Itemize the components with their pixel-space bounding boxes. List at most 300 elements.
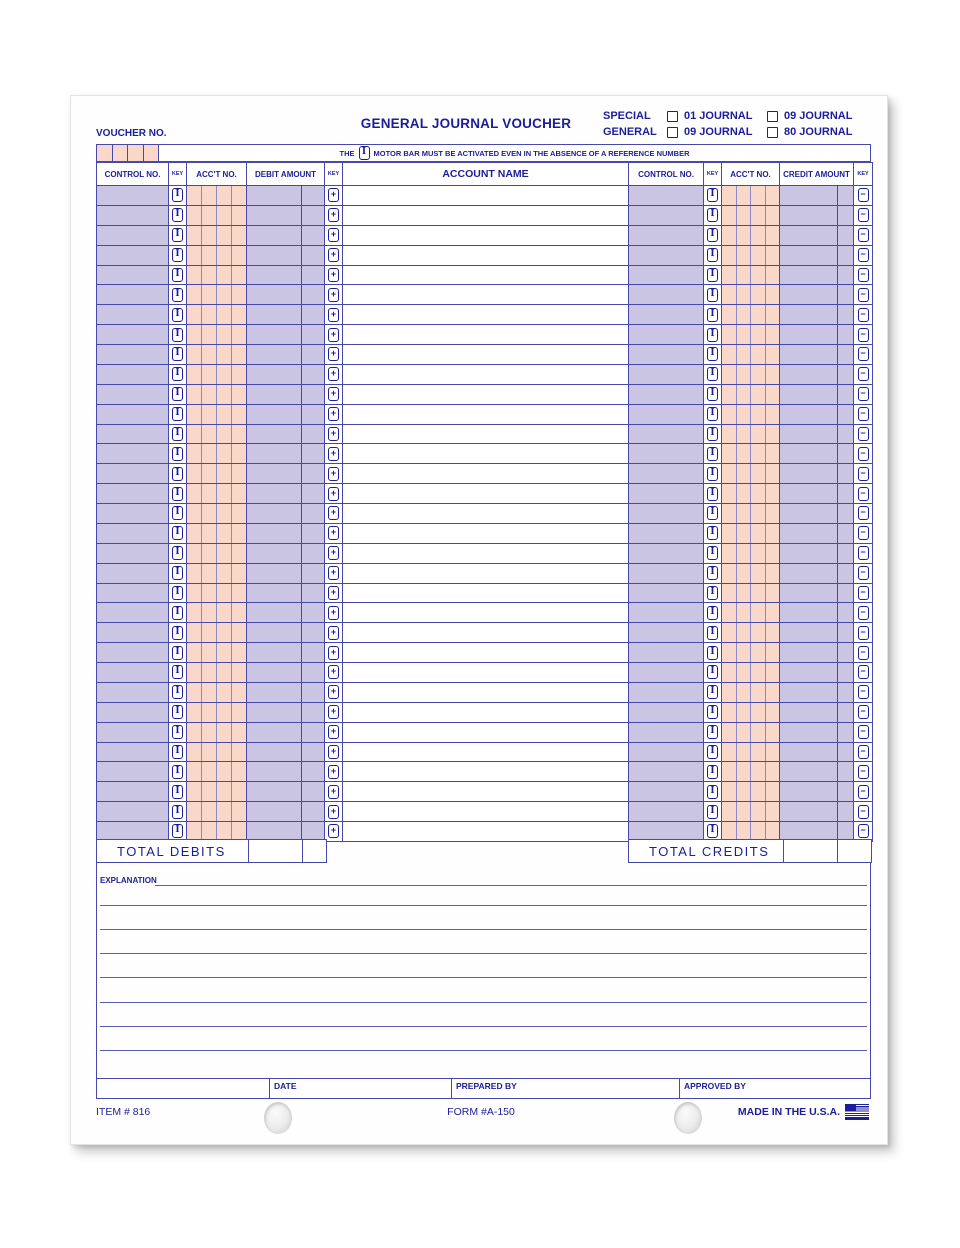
debit-amount-cell-cents[interactable] — [302, 584, 324, 603]
credit-amount-cell-cents[interactable] — [838, 762, 853, 781]
credit-amount-cell-dollars[interactable] — [780, 544, 838, 563]
voucher-no-cell[interactable] — [128, 145, 144, 161]
acct-no-credit-cell[interactable] — [722, 425, 780, 444]
acct-no-credit-cell-digit[interactable] — [751, 266, 766, 285]
acct-no-debit-cell-digit[interactable] — [187, 285, 202, 304]
credit-amount-cell[interactable] — [780, 762, 854, 781]
acct-no-credit-cell[interactable] — [722, 623, 780, 642]
acct-no-credit-cell-digit[interactable] — [737, 444, 752, 463]
acct-no-debit-cell-digit[interactable] — [202, 444, 217, 463]
credit-amount-cell[interactable] — [780, 226, 854, 245]
acct-no-credit-cell-digit[interactable] — [766, 405, 780, 424]
control-no-debit-cell[interactable] — [97, 524, 169, 543]
account-name-cell[interactable] — [343, 305, 629, 324]
acct-no-debit-cell[interactable] — [187, 683, 247, 702]
acct-no-debit-cell-digit[interactable] — [202, 464, 217, 483]
acct-no-debit-cell[interactable] — [187, 385, 247, 404]
acct-no-credit-cell-digit[interactable] — [722, 405, 737, 424]
acct-no-credit-cell[interactable] — [722, 703, 780, 722]
debit-amount-cell-cents[interactable] — [302, 524, 324, 543]
acct-no-credit-cell[interactable] — [722, 643, 780, 662]
control-no-debit-cell[interactable] — [97, 564, 169, 583]
acct-no-debit-cell-digit[interactable] — [217, 743, 232, 762]
debit-amount-cell-cents[interactable] — [302, 425, 324, 444]
credit-amount-cell-cents[interactable] — [838, 564, 853, 583]
debit-amount-cell-dollars[interactable] — [247, 484, 302, 503]
acct-no-debit-cell-digit[interactable] — [187, 405, 202, 424]
control-no-credit-cell[interactable] — [629, 266, 704, 285]
credit-amount-cell[interactable] — [780, 743, 854, 762]
control-no-credit-cell[interactable] — [629, 285, 704, 304]
acct-no-credit-cell-digit[interactable] — [766, 544, 780, 563]
control-no-debit-cell[interactable] — [97, 603, 169, 622]
acct-no-debit-cell-digit[interactable] — [232, 723, 246, 742]
acct-no-debit-cell[interactable] — [187, 524, 247, 543]
debit-amount-cell-dollars[interactable] — [247, 544, 302, 563]
acct-no-credit-cell-digit[interactable] — [766, 385, 780, 404]
credit-amount-cell[interactable] — [780, 425, 854, 444]
acct-no-credit-cell-digit[interactable] — [766, 246, 780, 265]
acct-no-debit-cell-digit[interactable] — [202, 325, 217, 344]
acct-no-credit-cell-digit[interactable] — [737, 663, 752, 682]
acct-no-credit-cell[interactable] — [722, 504, 780, 523]
control-no-credit-cell[interactable] — [629, 802, 704, 821]
control-no-debit-cell[interactable] — [97, 484, 169, 503]
acct-no-credit-cell-digit[interactable] — [751, 564, 766, 583]
debit-amount-cell[interactable] — [247, 484, 325, 503]
acct-no-debit-cell-digit[interactable] — [202, 206, 217, 225]
control-no-debit-cell[interactable] — [97, 623, 169, 642]
acct-no-credit-cell[interactable] — [722, 584, 780, 603]
credit-amount-cell-cents[interactable] — [838, 365, 853, 384]
acct-no-debit-cell-digit[interactable] — [217, 464, 232, 483]
acct-no-credit-cell[interactable] — [722, 762, 780, 781]
acct-no-debit-cell-digit[interactable] — [217, 723, 232, 742]
acct-no-debit-cell-digit[interactable] — [202, 345, 217, 364]
credit-amount-cell[interactable] — [780, 385, 854, 404]
acct-no-credit-cell-digit[interactable] — [722, 325, 737, 344]
acct-no-debit-cell-digit[interactable] — [187, 723, 202, 742]
credit-amount-cell-cents[interactable] — [838, 603, 853, 622]
debit-amount-cell-dollars[interactable] — [247, 186, 302, 205]
acct-no-credit-cell-digit[interactable] — [766, 206, 780, 225]
debit-amount-cell-dollars[interactable] — [247, 246, 302, 265]
acct-no-debit-cell-digit[interactable] — [202, 226, 217, 245]
acct-no-credit-cell[interactable] — [722, 206, 780, 225]
acct-no-credit-cell-digit[interactable] — [722, 206, 737, 225]
credit-amount-cell-dollars[interactable] — [780, 623, 838, 642]
credit-amount-cell[interactable] — [780, 544, 854, 563]
credit-amount-cell-dollars[interactable] — [780, 802, 838, 821]
acct-no-debit-cell-digit[interactable] — [232, 186, 246, 205]
acct-no-debit-cell[interactable] — [187, 584, 247, 603]
debit-amount-cell[interactable] — [247, 305, 325, 324]
checkbox-01-journal[interactable] — [667, 111, 678, 122]
acct-no-credit-cell-digit[interactable] — [751, 405, 766, 424]
debit-amount-cell-dollars[interactable] — [247, 345, 302, 364]
credit-amount-cell-cents[interactable] — [838, 623, 853, 642]
credit-amount-cell-cents[interactable] — [838, 723, 853, 742]
credit-amount-cell-cents[interactable] — [838, 524, 853, 543]
acct-no-credit-cell-digit[interactable] — [766, 683, 780, 702]
debit-amount-cell-dollars[interactable] — [247, 305, 302, 324]
credit-amount-cell[interactable] — [780, 186, 854, 205]
acct-no-debit-cell[interactable] — [187, 703, 247, 722]
acct-no-credit-cell-digit[interactable] — [737, 285, 752, 304]
credit-amount-cell-cents[interactable] — [838, 504, 853, 523]
control-no-credit-cell[interactable] — [629, 762, 704, 781]
debit-amount-cell-cents[interactable] — [302, 703, 324, 722]
debit-amount-cell-dollars[interactable] — [247, 623, 302, 642]
acct-no-credit-cell-digit[interactable] — [737, 723, 752, 742]
acct-no-credit-cell[interactable] — [722, 743, 780, 762]
control-no-credit-cell[interactable] — [629, 623, 704, 642]
checkbox-09-journal-general[interactable] — [667, 127, 678, 138]
control-no-credit-cell[interactable] — [629, 385, 704, 404]
total-credits-cents-cell[interactable] — [838, 840, 871, 862]
account-name-cell[interactable] — [343, 782, 629, 801]
acct-no-credit-cell-digit[interactable] — [737, 464, 752, 483]
debit-amount-cell-cents[interactable] — [302, 623, 324, 642]
control-no-debit-cell[interactable] — [97, 405, 169, 424]
acct-no-credit-cell[interactable] — [722, 683, 780, 702]
acct-no-debit-cell-digit[interactable] — [187, 186, 202, 205]
acct-no-debit-cell-digit[interactable] — [232, 246, 246, 265]
acct-no-debit-cell-digit[interactable] — [187, 603, 202, 622]
debit-amount-cell[interactable] — [247, 524, 325, 543]
acct-no-debit-cell-digit[interactable] — [232, 385, 246, 404]
acct-no-credit-cell-digit[interactable] — [751, 643, 766, 662]
control-no-debit-cell[interactable] — [97, 464, 169, 483]
acct-no-debit-cell-digit[interactable] — [202, 484, 217, 503]
debit-amount-cell[interactable] — [247, 703, 325, 722]
acct-no-credit-cell[interactable] — [722, 802, 780, 821]
credit-amount-cell[interactable] — [780, 802, 854, 821]
acct-no-credit-cell-digit[interactable] — [722, 544, 737, 563]
debit-amount-cell[interactable] — [247, 683, 325, 702]
acct-no-debit-cell-digit[interactable] — [232, 484, 246, 503]
acct-no-debit-cell-digit[interactable] — [217, 226, 232, 245]
acct-no-debit-cell-digit[interactable] — [232, 564, 246, 583]
acct-no-credit-cell[interactable] — [722, 266, 780, 285]
acct-no-debit-cell-digit[interactable] — [202, 524, 217, 543]
voucher-no-cell[interactable] — [144, 145, 160, 161]
acct-no-credit-cell-digit[interactable] — [722, 186, 737, 205]
debit-amount-cell-cents[interactable] — [302, 544, 324, 563]
debit-amount-cell-cents[interactable] — [302, 603, 324, 622]
credit-amount-cell-cents[interactable] — [838, 345, 853, 364]
acct-no-debit-cell-digit[interactable] — [232, 743, 246, 762]
acct-no-credit-cell-digit[interactable] — [766, 743, 780, 762]
acct-no-debit-cell-digit[interactable] — [187, 643, 202, 662]
acct-no-debit-cell-digit[interactable] — [202, 246, 217, 265]
credit-amount-cell[interactable] — [780, 504, 854, 523]
acct-no-debit-cell-digit[interactable] — [187, 762, 202, 781]
account-name-cell[interactable] — [343, 584, 629, 603]
acct-no-credit-cell-digit[interactable] — [766, 325, 780, 344]
acct-no-credit-cell-digit[interactable] — [766, 365, 780, 384]
acct-no-debit-cell-digit[interactable] — [232, 305, 246, 324]
account-name-cell[interactable] — [343, 504, 629, 523]
credit-amount-cell-cents[interactable] — [838, 405, 853, 424]
account-name-cell[interactable] — [343, 544, 629, 563]
acct-no-debit-cell-digit[interactable] — [217, 186, 232, 205]
acct-no-credit-cell-digit[interactable] — [722, 782, 737, 801]
acct-no-credit-cell-digit[interactable] — [722, 425, 737, 444]
debit-amount-cell-dollars[interactable] — [247, 504, 302, 523]
debit-amount-cell[interactable] — [247, 206, 325, 225]
acct-no-credit-cell-digit[interactable] — [737, 743, 752, 762]
acct-no-credit-cell-digit[interactable] — [751, 365, 766, 384]
acct-no-credit-cell-digit[interactable] — [766, 186, 780, 205]
debit-amount-cell[interactable] — [247, 425, 325, 444]
acct-no-credit-cell-digit[interactable] — [737, 683, 752, 702]
acct-no-credit-cell-digit[interactable] — [751, 524, 766, 543]
credit-amount-cell-dollars[interactable] — [780, 345, 838, 364]
checkbox-09-journal-special[interactable] — [767, 111, 778, 122]
acct-no-debit-cell-digit[interactable] — [217, 484, 232, 503]
debit-amount-cell-cents[interactable] — [302, 206, 324, 225]
acct-no-debit-cell-digit[interactable] — [217, 584, 232, 603]
credit-amount-cell-cents[interactable] — [838, 643, 853, 662]
acct-no-debit-cell-digit[interactable] — [217, 285, 232, 304]
credit-amount-cell[interactable] — [780, 285, 854, 304]
acct-no-credit-cell-digit[interactable] — [737, 206, 752, 225]
acct-no-credit-cell-digit[interactable] — [737, 544, 752, 563]
acct-no-debit-cell-digit[interactable] — [217, 385, 232, 404]
acct-no-debit-cell-digit[interactable] — [187, 385, 202, 404]
control-no-credit-cell[interactable] — [629, 444, 704, 463]
control-no-debit-cell[interactable] — [97, 206, 169, 225]
debit-amount-cell-dollars[interactable] — [247, 325, 302, 344]
acct-no-debit-cell-digit[interactable] — [232, 464, 246, 483]
acct-no-credit-cell-digit[interactable] — [766, 603, 780, 622]
acct-no-debit-cell-digit[interactable] — [217, 643, 232, 662]
credit-amount-cell[interactable] — [780, 305, 854, 324]
acct-no-credit-cell-digit[interactable] — [722, 246, 737, 265]
acct-no-credit-cell-digit[interactable] — [737, 385, 752, 404]
credit-amount-cell-dollars[interactable] — [780, 285, 838, 304]
acct-no-credit-cell-digit[interactable] — [766, 623, 780, 642]
acct-no-credit-cell-digit[interactable] — [766, 305, 780, 324]
acct-no-credit-cell-digit[interactable] — [751, 285, 766, 304]
acct-no-debit-cell[interactable] — [187, 564, 247, 583]
account-name-cell[interactable] — [343, 524, 629, 543]
credit-amount-cell-dollars[interactable] — [780, 643, 838, 662]
debit-amount-cell-cents[interactable] — [302, 643, 324, 662]
acct-no-debit-cell-digit[interactable] — [217, 703, 232, 722]
credit-amount-cell-cents[interactable] — [838, 743, 853, 762]
acct-no-credit-cell-digit[interactable] — [751, 484, 766, 503]
acct-no-debit-cell-digit[interactable] — [202, 802, 217, 821]
account-name-cell[interactable] — [343, 345, 629, 364]
acct-no-credit-cell-digit[interactable] — [751, 464, 766, 483]
acct-no-debit-cell[interactable] — [187, 444, 247, 463]
acct-no-debit-cell-digit[interactable] — [202, 285, 217, 304]
debit-amount-cell-cents[interactable] — [302, 325, 324, 344]
acct-no-debit-cell-digit[interactable] — [232, 683, 246, 702]
debit-amount-cell[interactable] — [247, 226, 325, 245]
acct-no-debit-cell-digit[interactable] — [217, 325, 232, 344]
acct-no-credit-cell-digit[interactable] — [751, 325, 766, 344]
debit-amount-cell[interactable] — [247, 444, 325, 463]
acct-no-debit-cell-digit[interactable] — [232, 544, 246, 563]
voucher-no-cell[interactable] — [97, 145, 113, 161]
acct-no-debit-cell[interactable] — [187, 405, 247, 424]
acct-no-debit-cell-digit[interactable] — [202, 603, 217, 622]
acct-no-debit-cell-digit[interactable] — [187, 365, 202, 384]
control-no-credit-cell[interactable] — [629, 782, 704, 801]
credit-amount-cell-dollars[interactable] — [780, 305, 838, 324]
acct-no-debit-cell[interactable] — [187, 345, 247, 364]
credit-amount-cell-cents[interactable] — [838, 484, 853, 503]
debit-amount-cell[interactable] — [247, 285, 325, 304]
credit-amount-cell[interactable] — [780, 246, 854, 265]
acct-no-debit-cell[interactable] — [187, 762, 247, 781]
debit-amount-cell-dollars[interactable] — [247, 723, 302, 742]
acct-no-debit-cell[interactable] — [187, 246, 247, 265]
acct-no-debit-cell-digit[interactable] — [232, 504, 246, 523]
acct-no-debit-cell[interactable] — [187, 504, 247, 523]
debit-amount-cell[interactable] — [247, 584, 325, 603]
account-name-cell[interactable] — [343, 603, 629, 622]
acct-no-debit-cell-digit[interactable] — [202, 266, 217, 285]
debit-amount-cell-cents[interactable] — [302, 305, 324, 324]
acct-no-credit-cell-digit[interactable] — [737, 345, 752, 364]
credit-amount-cell[interactable] — [780, 782, 854, 801]
total-credits-amount-cell[interactable] — [784, 840, 838, 862]
account-name-cell[interactable] — [343, 285, 629, 304]
control-no-debit-cell[interactable] — [97, 643, 169, 662]
account-name-cell[interactable] — [343, 425, 629, 444]
acct-no-debit-cell[interactable] — [187, 484, 247, 503]
acct-no-credit-cell-digit[interactable] — [766, 762, 780, 781]
control-no-debit-cell[interactable] — [97, 365, 169, 384]
credit-amount-cell[interactable] — [780, 464, 854, 483]
acct-no-credit-cell-digit[interactable] — [722, 703, 737, 722]
acct-no-debit-cell-digit[interactable] — [187, 703, 202, 722]
acct-no-debit-cell-digit[interactable] — [202, 564, 217, 583]
control-no-credit-cell[interactable] — [629, 663, 704, 682]
debit-amount-cell[interactable] — [247, 266, 325, 285]
control-no-credit-cell[interactable] — [629, 305, 704, 324]
acct-no-debit-cell[interactable] — [187, 723, 247, 742]
debit-amount-cell-cents[interactable] — [302, 683, 324, 702]
acct-no-debit-cell[interactable] — [187, 186, 247, 205]
credit-amount-cell-dollars[interactable] — [780, 504, 838, 523]
acct-no-credit-cell-digit[interactable] — [751, 305, 766, 324]
acct-no-debit-cell-digit[interactable] — [202, 584, 217, 603]
control-no-debit-cell[interactable] — [97, 663, 169, 682]
credit-amount-cell-cents[interactable] — [838, 663, 853, 682]
acct-no-credit-cell-digit[interactable] — [722, 285, 737, 304]
acct-no-credit-cell-digit[interactable] — [751, 345, 766, 364]
acct-no-debit-cell-digit[interactable] — [187, 524, 202, 543]
acct-no-credit-cell-digit[interactable] — [722, 743, 737, 762]
debit-amount-cell-dollars[interactable] — [247, 802, 302, 821]
credit-amount-cell-dollars[interactable] — [780, 743, 838, 762]
debit-amount-cell[interactable] — [247, 385, 325, 404]
debit-amount-cell-dollars[interactable] — [247, 405, 302, 424]
acct-no-credit-cell-digit[interactable] — [766, 723, 780, 742]
credit-amount-cell-dollars[interactable] — [780, 782, 838, 801]
debit-amount-cell-dollars[interactable] — [247, 226, 302, 245]
credit-amount-cell[interactable] — [780, 603, 854, 622]
acct-no-credit-cell[interactable] — [722, 663, 780, 682]
acct-no-debit-cell-digit[interactable] — [217, 762, 232, 781]
debit-amount-cell-cents[interactable] — [302, 723, 324, 742]
acct-no-debit-cell-digit[interactable] — [187, 226, 202, 245]
acct-no-credit-cell-digit[interactable] — [766, 564, 780, 583]
control-no-debit-cell[interactable] — [97, 385, 169, 404]
debit-amount-cell-dollars[interactable] — [247, 703, 302, 722]
control-no-credit-cell[interactable] — [629, 703, 704, 722]
debit-amount-cell-dollars[interactable] — [247, 266, 302, 285]
control-no-debit-cell[interactable] — [97, 246, 169, 265]
credit-amount-cell-dollars[interactable] — [780, 226, 838, 245]
acct-no-debit-cell-digit[interactable] — [232, 663, 246, 682]
acct-no-debit-cell-digit[interactable] — [187, 504, 202, 523]
debit-amount-cell[interactable] — [247, 663, 325, 682]
account-name-cell[interactable] — [343, 703, 629, 722]
acct-no-credit-cell-digit[interactable] — [722, 266, 737, 285]
credit-amount-cell-dollars[interactable] — [780, 703, 838, 722]
account-name-cell[interactable] — [343, 723, 629, 742]
acct-no-credit-cell-digit[interactable] — [751, 782, 766, 801]
credit-amount-cell-cents[interactable] — [838, 584, 853, 603]
acct-no-credit-cell-digit[interactable] — [737, 484, 752, 503]
acct-no-debit-cell[interactable] — [187, 464, 247, 483]
credit-amount-cell-dollars[interactable] — [780, 425, 838, 444]
acct-no-credit-cell-digit[interactable] — [766, 444, 780, 463]
control-no-credit-cell[interactable] — [629, 564, 704, 583]
acct-no-debit-cell-digit[interactable] — [217, 603, 232, 622]
debit-amount-cell-cents[interactable] — [302, 663, 324, 682]
account-name-cell[interactable] — [343, 246, 629, 265]
acct-no-debit-cell-digit[interactable] — [187, 464, 202, 483]
debit-amount-cell-cents[interactable] — [302, 246, 324, 265]
acct-no-credit-cell-digit[interactable] — [722, 345, 737, 364]
control-no-debit-cell[interactable] — [97, 325, 169, 344]
acct-no-credit-cell-digit[interactable] — [766, 226, 780, 245]
debit-amount-cell-cents[interactable] — [302, 285, 324, 304]
credit-amount-cell-dollars[interactable] — [780, 603, 838, 622]
control-no-debit-cell[interactable] — [97, 226, 169, 245]
control-no-debit-cell[interactable] — [97, 266, 169, 285]
acct-no-debit-cell-digit[interactable] — [217, 266, 232, 285]
acct-no-debit-cell-digit[interactable] — [232, 444, 246, 463]
credit-amount-cell[interactable] — [780, 266, 854, 285]
explanation-line[interactable] — [100, 1026, 867, 1027]
account-name-cell[interactable] — [343, 266, 629, 285]
explanation-line[interactable] — [155, 885, 867, 886]
acct-no-credit-cell-digit[interactable] — [722, 762, 737, 781]
acct-no-credit-cell-digit[interactable] — [751, 246, 766, 265]
control-no-debit-cell[interactable] — [97, 544, 169, 563]
total-debits-amount-cell[interactable] — [249, 840, 303, 862]
acct-no-debit-cell-digit[interactable] — [232, 782, 246, 801]
acct-no-debit-cell-digit[interactable] — [217, 246, 232, 265]
acct-no-debit-cell-digit[interactable] — [217, 683, 232, 702]
account-name-cell[interactable] — [343, 484, 629, 503]
account-name-cell[interactable] — [343, 623, 629, 642]
credit-amount-cell[interactable] — [780, 703, 854, 722]
acct-no-credit-cell[interactable] — [722, 325, 780, 344]
acct-no-debit-cell-digit[interactable] — [232, 603, 246, 622]
debit-amount-cell[interactable] — [247, 723, 325, 742]
voucher-no-cell[interactable] — [113, 145, 129, 161]
acct-no-credit-cell-digit[interactable] — [737, 643, 752, 662]
